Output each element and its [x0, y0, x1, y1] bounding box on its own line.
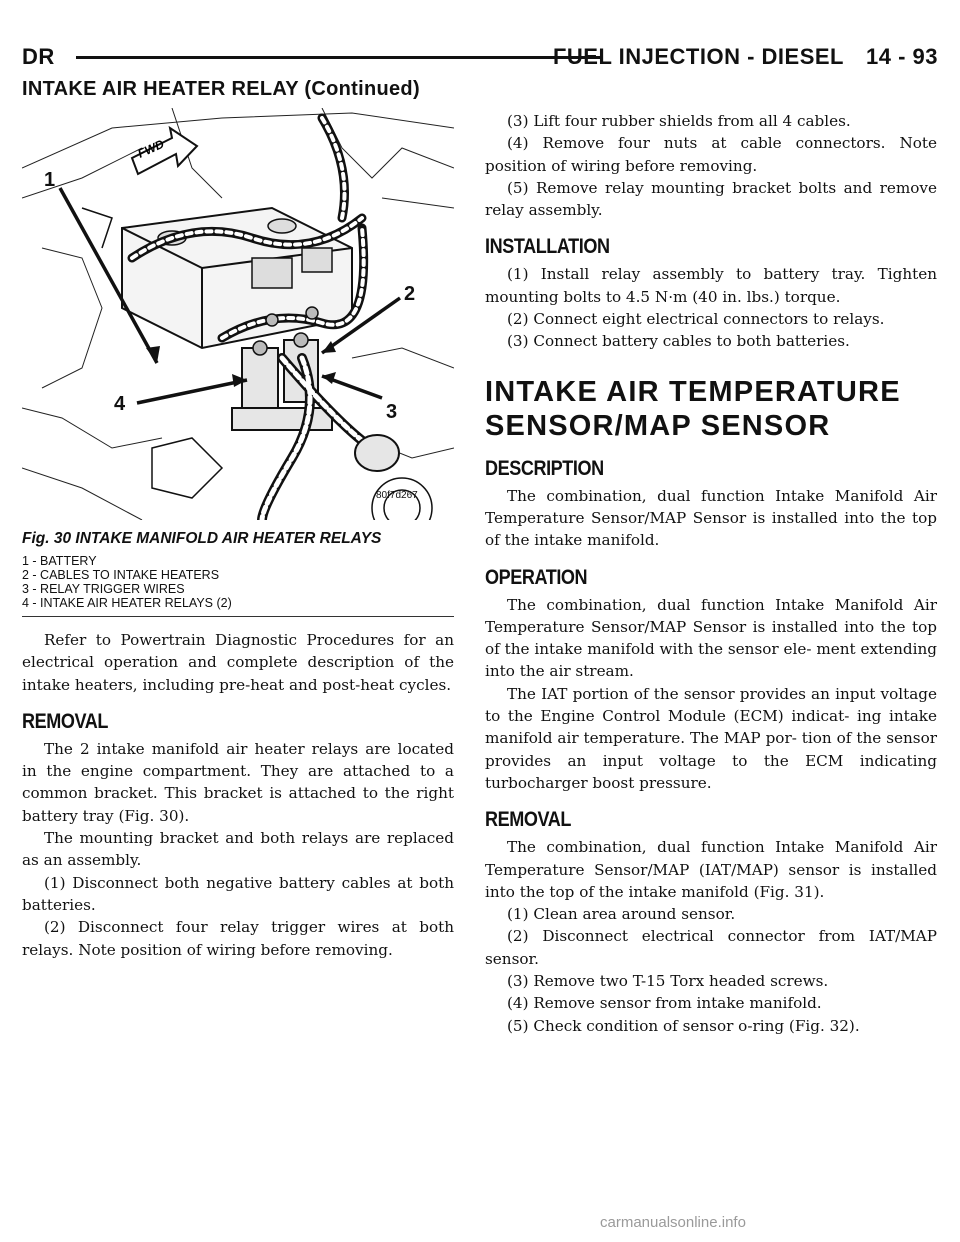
figure-legend — [22, 554, 454, 610]
operation-paragraph: The combination, dual function Intake Manifold Air Temperature Sensor/MAP Sensor is installed into the top of the intake manifold with the sensor ele- ment extending into the air stream. — [485, 595, 937, 681]
engine-bay-illustration — [22, 108, 454, 520]
figure-30 — [22, 108, 454, 520]
legend-item: 4 - INTAKE AIR HEATER RELAYS (2) — [22, 596, 232, 610]
image-code: 80f7d267 — [376, 490, 418, 501]
intro-paragraph: Refer to Powertrain Diagnostic Procedures for an electrical operation and complete description of the intake heaters, including pre-heat and post-heat cycles. — [22, 631, 454, 694]
callout-3: 3 — [386, 401, 398, 423]
install-step: (1) Install relay assembly to battery tray. Tighten mounting bolts to 4.5 N·m (40 in. lbs.) torque. — [485, 265, 937, 306]
operation-heading: OPERATION — [485, 565, 588, 589]
section-name: FUEL INJECTION - DIESEL — [552, 44, 844, 69]
removal-heading: REMOVAL — [22, 709, 108, 733]
removal-heading-2: REMOVAL — [485, 808, 571, 832]
figure-divider — [22, 616, 454, 617]
right-column — [485, 110, 937, 1037]
removal-paragraph: The mounting bracket and both relays are replaced as an assembly. — [22, 829, 454, 870]
removal-step: (4) Remove four nuts at cable connectors. Note position of wiring before removing. — [485, 134, 937, 175]
manual-code: DR — [22, 44, 55, 69]
removal-paragraph: The 2 intake manifold air heater relays are located in the engine compartment. They are attached to a common bracket. This bracket is attached to the right battery tray (Fig. 30). — [22, 739, 454, 825]
install-step: (2) Connect eight electrical connectors to relays. — [507, 310, 885, 329]
removal-step: (5) Remove relay mounting bracket bolts and remove relay assembly. — [485, 178, 937, 220]
removal-step: (3) Lift four rubber shields from all 4 cables. — [507, 112, 851, 130]
description-paragraph: The combination, dual function Intake Manifold Air Temperature Sensor/MAP Sensor is installed into the top of the intake manifold. — [485, 486, 937, 550]
header-rule — [76, 56, 600, 59]
removal-step: (1) Disconnect both negative battery cables at both batteries. — [22, 873, 454, 914]
section-title — [553, 44, 938, 70]
section-title-iat-map: INTAKE AIR TEMPERATURE SENSOR/MAP SENSOR — [485, 375, 901, 442]
callout-2: 2 — [404, 283, 416, 305]
removal-step: (3) Remove two T-15 Torx headed screws. — [507, 972, 829, 991]
removal-step: (4) Remove sensor from intake manifold. — [507, 994, 822, 1013]
figure-caption: Fig. 30 INTAKE MANIFOLD AIR HEATER RELAYS — [22, 530, 382, 547]
callout-1: 1 — [44, 169, 56, 191]
svg-text:FWD: FWD — [135, 136, 167, 161]
legend-item: 1 - BATTERY — [22, 554, 97, 568]
left-column — [22, 108, 454, 961]
removal-step: (1) Clean area around sensor. — [507, 905, 736, 924]
operation-paragraph: The IAT portion of the sensor provides an input voltage to the Engine Control Module (ECM) indicat- ing intake manifold air temperature. The MAP por- tion of the sensor provides an input voltage to the ECM indicating turbocharger boost pressure. — [485, 684, 937, 792]
page-number: 14 - 93 — [866, 44, 938, 69]
callout-4: 4 — [114, 393, 126, 415]
install-step: (3) Connect battery cables to both batteries. — [507, 332, 850, 351]
removal-step: (2) Disconnect four relay trigger wires at both relays. Note position of wiring before removing. — [22, 918, 454, 959]
page-header — [22, 44, 938, 72]
legend-item: 2 - CABLES TO INTAKE HEATERS — [22, 568, 220, 582]
removal-step: (2) Disconnect electrical connector from IAT/MAP sensor. — [485, 927, 937, 968]
removal-paragraph: The combination, dual function Intake Manifold Air Temperature Sensor/MAP (IAT/MAP) sensor is installed into the top of the intake manifold (Fig. 31). — [485, 838, 937, 901]
footer-watermark: carmanualsonline.info — [600, 1214, 746, 1231]
legend-item: 3 - RELAY TRIGGER WIRES — [22, 582, 185, 596]
description-heading: DESCRIPTION — [485, 456, 604, 480]
removal-step: (5) Check condition of sensor o-ring (Fig. 32). — [507, 1016, 860, 1035]
installation-heading: INSTALLATION — [485, 235, 610, 259]
continued-title: INTAKE AIR HEATER RELAY (Continued) — [22, 78, 420, 100]
